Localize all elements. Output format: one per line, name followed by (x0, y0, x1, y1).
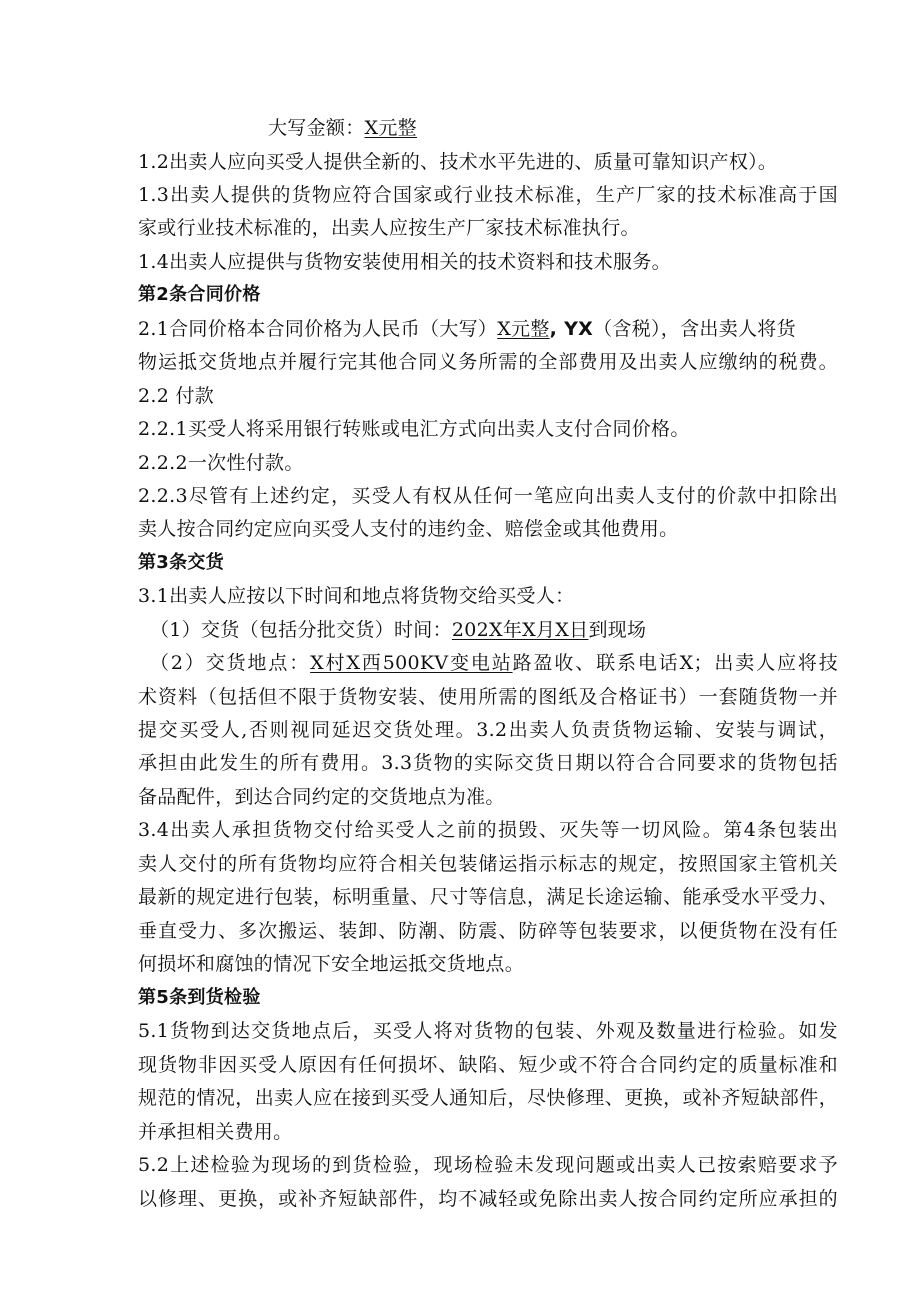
article-3-heading: 第3条交货 (138, 552, 225, 573)
contract-price-words: X元整 (497, 318, 550, 340)
delivery-time-label: （1）交货（包括分批交货）时间： (150, 619, 452, 641)
amount-value: X元整 (364, 117, 417, 139)
article-2-heading: 第2条合同价格 (138, 284, 261, 305)
delivery-place: X村X西500KV变电站 (310, 652, 513, 674)
article-5-heading: 第5条到货检验 (138, 987, 261, 1008)
article-4-line-4: 何损坏和腐蚀的情况下安全地运抵交货地点。 (138, 953, 525, 975)
amount-in-words-line (268, 117, 417, 139)
clause-2-2: 2.2 付款 (138, 385, 215, 407)
clause-2-2-2: 2.2.2一次性付款。 (138, 452, 304, 474)
delivery-time-suffix: 到现场 (588, 619, 647, 641)
delivery-place-label: （2）交货地点： (150, 652, 311, 674)
clause-1-4: 1.4出卖人应提供与货物安装使用相关的技术资料和技术服务。 (138, 251, 671, 273)
article-4-line-3: 垂直受力、多次搬运、装卸、防潮、防震、防碎等包装要求，以便货物在没有任 (138, 920, 838, 942)
amount-label: 大写金额： (268, 117, 365, 139)
clause-2-1-line-2: 物运抵交货地点并履行完其他合同义务所需的全部费用及出卖人应缴纳的税费。 (138, 351, 838, 373)
contract-price-figures: , YX (549, 318, 594, 340)
clause-2-2-3-line-2: 卖人按合同约定应向买受人支付的违约金、赔偿金或其他费用。 (138, 518, 679, 540)
clause-3-1-line-4: 术资料（包括但不限于货物安装、使用所需的图纸及合格证书）一套随货物一并 (138, 686, 838, 708)
clause-3-3-line-1: 承担由此发生的所有费用。3.3货物的实际交货日期以符合合同要求的货物包括 (138, 752, 838, 774)
clause-5-2-line-2: 以修理、更换，或补齐短缺部件，均不减轻或免除出卖人按合同约定所应承担的 (138, 1188, 838, 1210)
clause-5-1-line-3: 规范的情况，出卖人应在接到买受人通知后，尽快修理、更换，或补齐短缺部件， (138, 1087, 838, 1109)
clause-5-1-line-2: 现货物非因买受人原因有任何损坏、缺陷、短少或不符合合同约定的质量标准和 (138, 1054, 838, 1076)
clause-2-2-3-line-1: 2.2.3尽管有上述约定，买受人有权从任何一笔应向出卖人支付的价款中扣除出 (138, 485, 838, 507)
clause-5-1-line-4: 并承担相关费用。 (138, 1121, 293, 1143)
delivery-place-line (150, 652, 838, 674)
article-4-line-2: 最新的规定进行包装，标明重量、尺寸等信息，满足长途运输、能承受水平受力、 (138, 886, 838, 908)
clause-5-2-line-1: 5.2上述检验为现场的到货检验，现场检验未发现问题或出卖人已按索赔要求予 (138, 1154, 838, 1176)
clause-2-2-1: 2.2.1买受人将采用银行转账或电汇方式向出卖人支付合同价格。 (138, 418, 690, 440)
clause-3-1: 3.1出卖人应按以下时间和地点将货物交给买受人： (138, 585, 575, 607)
clause-1-2: 1.2出卖人应向买受人提供全新的、技术水平先进的、质量可靠知识产权）。 (138, 151, 778, 173)
clause-3-2-line-1: 提交买受人,否则视同延迟交货处理。3.2出卖人负责货物运输、安装与调试， (138, 719, 838, 741)
article-4-line-1: 卖人交付的所有货物均应符合相关包装储运指示标志的规定，按照国家主管机关 (138, 853, 838, 875)
delivery-place-rest: 路盈收、联系电话X；出卖人应将技 (512, 652, 839, 674)
clause-5-1-line-1: 5.1货物到达交货地点后，买受人将对货物的包装、外观及数量进行检验。如发 (138, 1020, 838, 1042)
clause-1-3-line-2: 家或行业技术标准的，出卖人应按生产厂家技术标准执行。 (138, 217, 640, 239)
delivery-date: 202X年X月X日 (451, 619, 589, 641)
clause-1-3-line-1: 1.3出卖人提供的货物应符合国家或行业技术标准，生产厂家的技术标准高于国 (138, 184, 838, 206)
delivery-time-line (150, 619, 646, 641)
clause-2-1-line-1 (138, 318, 796, 340)
clause-2-1-text-a: 2.1合同价格本合同价格为人民币（大写） (138, 318, 498, 340)
clause-2-1-text-b: （含税），含出卖人将货 (593, 318, 796, 340)
clause-3-4-line-1: 3.4出卖人承担货物交付给买受人之前的损毁、灭失等一切风险。第4条包装出 (138, 819, 838, 841)
clause-3-3-line-2: 备品配件，到达合同约定的交货地点为准。 (138, 786, 505, 808)
